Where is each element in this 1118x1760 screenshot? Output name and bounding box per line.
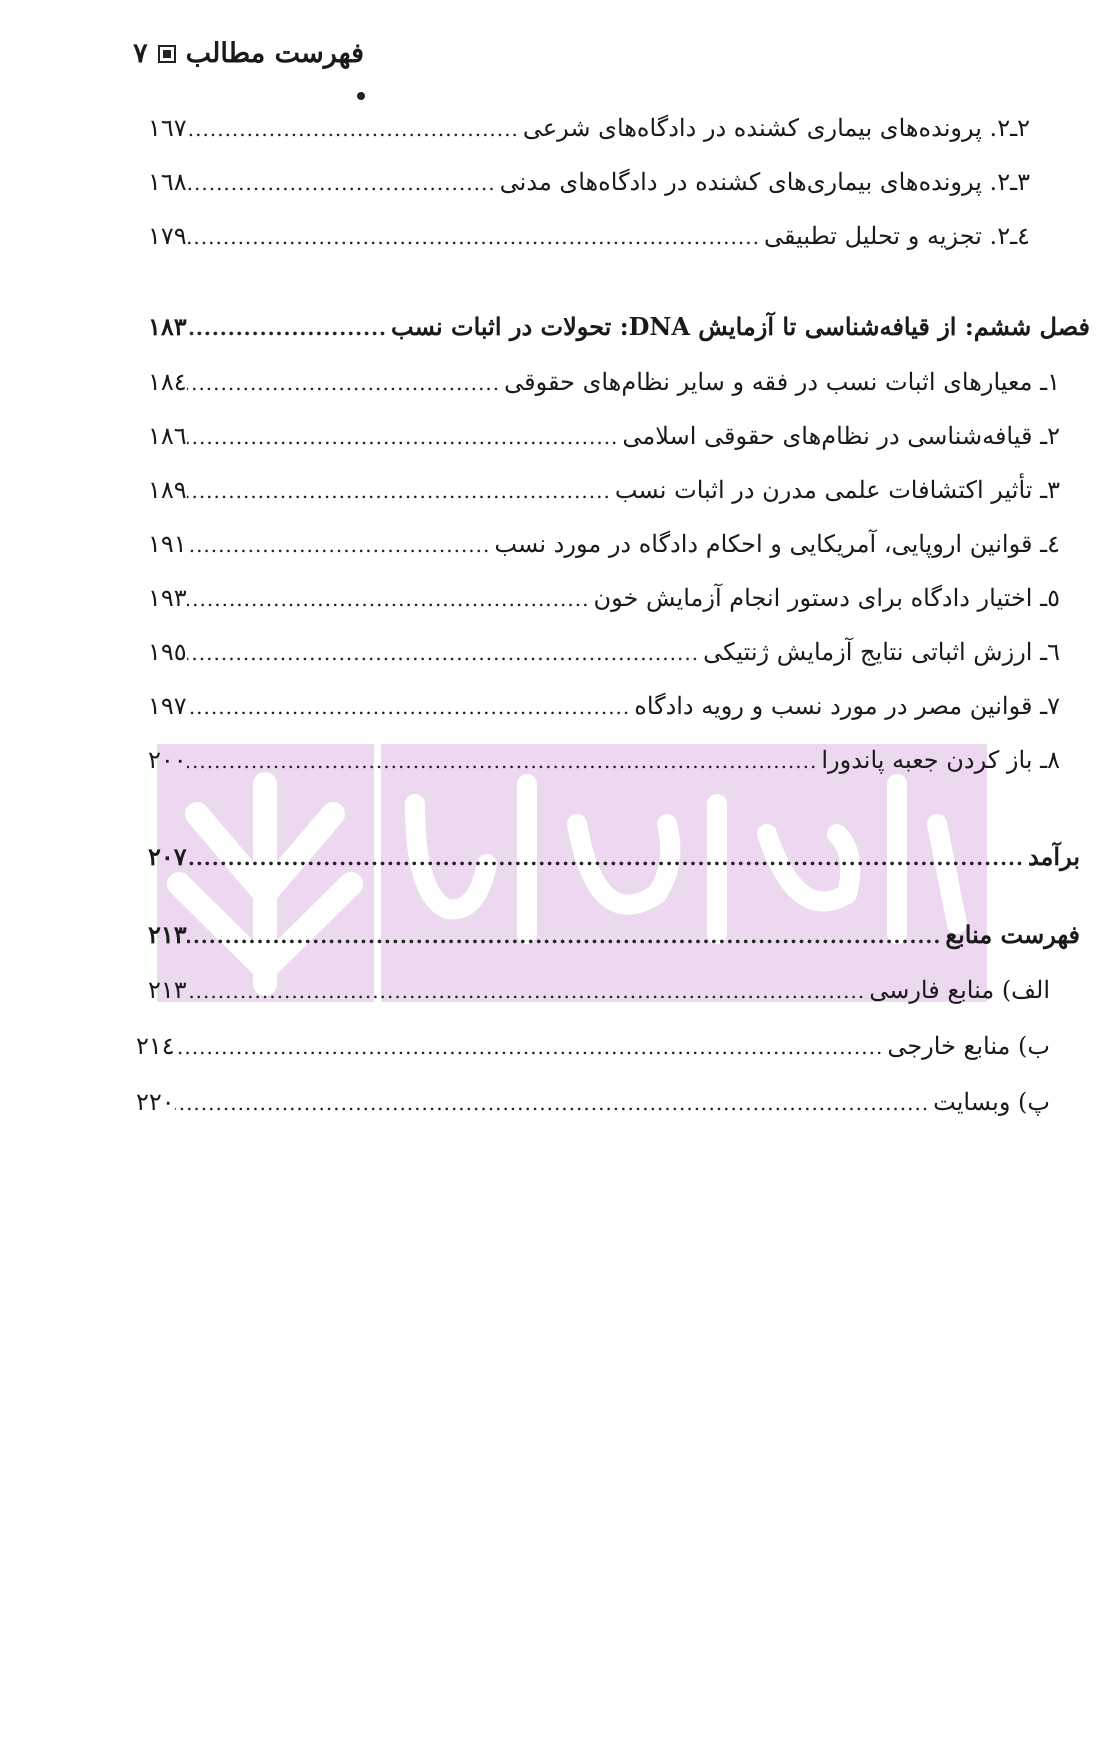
toc-row bbox=[148, 222, 1030, 250]
toc-leader bbox=[187, 225, 764, 249]
toc-entry-title: ٦ـ ارزش اثباتی نتایج آزمایش ژنتیکی bbox=[703, 638, 1060, 666]
toc-entry-title: ٣ـ تأثیر اکتشافات علمی مدرن در اثبات نسب bbox=[614, 476, 1060, 504]
toc-entry-title: ٤ـ قوانین اروپایی، آمریکایی و احکام دادگاه در مورد نسب bbox=[494, 530, 1060, 558]
toc-entry-title: ١ـ معیارهای اثبات نسب در فقه و سایر نظام‌های حقوقی bbox=[504, 368, 1060, 396]
toc-entry-page: ١٨٤ bbox=[148, 368, 187, 396]
toc-entry-page: ١٩٥ bbox=[148, 638, 187, 666]
toc-leader bbox=[175, 1091, 934, 1115]
toc-entry-title: ٣ـ٢. پرونده‌های بیماری‌های کشنده در دادگاه‌های مدنی bbox=[499, 168, 1030, 196]
header-page-number: ٧ bbox=[133, 38, 148, 69]
toc-row bbox=[148, 368, 1060, 396]
dot-mark bbox=[357, 92, 365, 100]
toc-leader bbox=[187, 117, 523, 141]
toc-entry-page: ٢١٣ bbox=[148, 920, 187, 949]
toc-entry-page: ١٦٨ bbox=[148, 168, 187, 196]
svg-text:دادبازار: دادبازار bbox=[677, 989, 680, 990]
toc-row bbox=[148, 114, 1030, 142]
toc-row bbox=[136, 1088, 1050, 1116]
toc-entry-page: ٢١٤ bbox=[136, 1032, 175, 1060]
toc-section-title: فهرست منابع bbox=[945, 920, 1080, 949]
toc-row bbox=[148, 976, 1050, 1004]
toc-entry-page: ١٨٦ bbox=[148, 422, 187, 450]
toc-entry-page: ١٩٣ bbox=[148, 584, 187, 612]
toc-leader bbox=[187, 533, 495, 557]
toc-row bbox=[148, 692, 1060, 720]
toc-leader bbox=[187, 695, 635, 719]
toc-leader bbox=[187, 641, 703, 665]
toc-entry-title: ب) منابع خارجی bbox=[887, 1032, 1050, 1060]
toc-row bbox=[148, 746, 1060, 774]
toc-section-title: برآمد bbox=[1027, 842, 1080, 871]
toc-row bbox=[136, 1032, 1050, 1060]
watermark bbox=[157, 744, 987, 1002]
toc-entry-title: ٥ـ اختیار دادگاه برای دستور انجام آزمایش خون bbox=[593, 584, 1060, 612]
square-bullet-icon bbox=[158, 45, 176, 63]
toc-row bbox=[148, 168, 1030, 196]
toc-entry-page: ٢٠٧ bbox=[148, 842, 187, 871]
toc-entry-title: ٢ـ قیافه‌شناسی در نظام‌های حقوقی اسلامی bbox=[622, 422, 1060, 450]
toc-row bbox=[148, 312, 1090, 341]
toc-entry-title: ٤ـ٢. تجزیه و تحلیل تطبیقی bbox=[763, 222, 1030, 250]
toc-row bbox=[148, 530, 1060, 558]
toc-entry-title: پ) وبسایت bbox=[933, 1088, 1050, 1116]
toc-entry-page: ١٨٩ bbox=[148, 476, 187, 504]
toc-entry-page: ١٩٧ bbox=[148, 692, 187, 720]
toc-row bbox=[148, 842, 1080, 871]
toc-leader bbox=[187, 371, 504, 395]
header-title: فهرست مطالب bbox=[185, 38, 364, 69]
toc-leader bbox=[187, 425, 623, 449]
toc-entry-page: ١٩١ bbox=[148, 530, 187, 558]
toc-row bbox=[148, 638, 1060, 666]
toc-entry-title: ٨ـ باز کردن جعبه پاندورا bbox=[821, 746, 1060, 774]
toc-row bbox=[148, 584, 1060, 612]
toc-row bbox=[148, 476, 1060, 504]
toc-entry-title: ٢ـ٢. پرونده‌های بیماری کشنده در دادگاه‌های شرعی bbox=[522, 114, 1030, 142]
toc-entry-title: ٧ـ قوانین مصر در مورد نسب و رویه دادگاه bbox=[634, 692, 1060, 720]
toc-entry-page: ١٦٧ bbox=[148, 114, 187, 142]
toc-leader bbox=[187, 979, 870, 1003]
toc-leader bbox=[187, 171, 500, 195]
toc-entry-page: ٢٢٠ bbox=[136, 1088, 175, 1116]
toc-entry-page: ٢٠٠ bbox=[148, 746, 187, 774]
toc-leader bbox=[187, 749, 822, 773]
toc-row bbox=[148, 422, 1060, 450]
toc-leader bbox=[187, 316, 391, 340]
toc-leader bbox=[187, 587, 594, 611]
toc-row bbox=[148, 920, 1080, 949]
toc-entry-page: ٢١٣ bbox=[148, 976, 187, 1004]
toc-entry-title: الف) منابع فارسی bbox=[869, 976, 1050, 1004]
toc-leader bbox=[175, 1035, 888, 1059]
running-header bbox=[133, 38, 364, 69]
toc-leader bbox=[187, 846, 1028, 870]
toc-leader bbox=[187, 924, 946, 948]
watermark-logo-icon bbox=[157, 744, 987, 1002]
toc-chapter-title: فصل ششم: از قیافه‌شناسی تا آزمایش DNA: تحولات در اثبات نسب bbox=[391, 312, 1090, 341]
toc-entry-page: ١٧٩ bbox=[148, 222, 187, 250]
toc-entry-page: ١٨٣ bbox=[148, 312, 187, 341]
toc-leader bbox=[187, 479, 615, 503]
